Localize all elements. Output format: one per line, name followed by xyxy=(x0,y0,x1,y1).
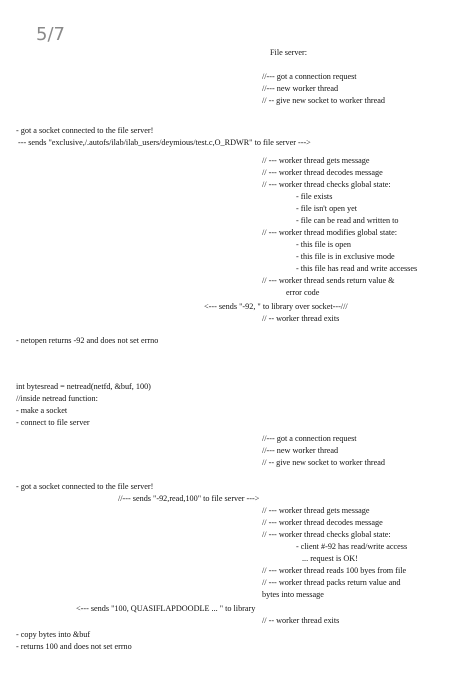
file-server-heading: File server: xyxy=(270,48,308,57)
text-line: // --- worker thread checks global state: xyxy=(262,530,391,539)
text-line: - netopen returns -92 and does not set errno xyxy=(16,336,159,345)
text-line: <--- sends "-92, " to library over socket---/// xyxy=(204,302,348,311)
text-line: - got a socket connected to the file server! xyxy=(16,482,154,491)
text-line: // --- worker thread gets message xyxy=(262,156,370,165)
text-line: // -- give new socket to worker thread xyxy=(262,458,385,467)
text-line: - make a socket xyxy=(16,406,68,415)
text-line: int bytesread = netread(netfd, &buf, 100) xyxy=(16,382,151,391)
text-line: - file exists xyxy=(296,192,333,201)
text-line: // -- worker thread exits xyxy=(262,616,340,625)
text-line: - file can be read and written to xyxy=(296,216,399,225)
text-line: bytes into message xyxy=(262,590,324,599)
page-number: 5/7 xyxy=(36,24,65,45)
text-line: // --- worker thread checks global state: xyxy=(262,180,391,189)
text-line: // -- give new socket to worker thread xyxy=(262,96,385,105)
text-line: // --- worker thread packs return value and xyxy=(262,578,401,587)
text-line: //--- new worker thread xyxy=(262,446,339,455)
text-line: - this file is in exclusive mode xyxy=(296,252,395,261)
text-line: ... request is OK! xyxy=(302,554,358,563)
text-line: // -- worker thread exits xyxy=(262,314,340,323)
text-line: // --- worker thread reads 100 byes from file xyxy=(262,566,407,575)
text-line: - connect to file server xyxy=(16,418,90,427)
text-line: - got a socket connected to the file server! xyxy=(16,126,154,135)
text-line: - file isn't open yet xyxy=(296,204,358,213)
text-line: //inside netread function: xyxy=(16,394,98,403)
text-line: //--- sends "-92,read,100" to file server ---> xyxy=(118,494,260,503)
text-line: //--- got a connection request xyxy=(262,434,357,443)
text-line: - returns 100 and does not set errno xyxy=(16,642,132,651)
text-line: - this file has read and write accesses xyxy=(296,264,418,273)
text-line: // --- worker thread modifies global state: xyxy=(262,228,398,237)
text-line: // --- worker thread gets message xyxy=(262,506,370,515)
text-line: error code xyxy=(286,288,320,297)
text-line: //--- new worker thread xyxy=(262,84,339,93)
text-line: <--- sends "100, QUASIFLAPDOODLE ... " to library xyxy=(76,604,256,613)
text-line: - client #-92 has read/write access xyxy=(296,542,408,551)
text-line: - copy bytes into &buf xyxy=(16,630,91,639)
text-line: // --- worker thread decodes message xyxy=(262,168,383,177)
text-line: // --- worker thread sends return value & xyxy=(262,276,395,285)
text-line: --- sends "exclusive,/.autofs/ilab/ilab_users/deymious/test.c,O_RDWR" to file server ---> xyxy=(18,138,311,147)
text-line: - this file is open xyxy=(296,240,352,249)
text-line: //--- got a connection request xyxy=(262,72,357,81)
text-line: // --- worker thread decodes message xyxy=(262,518,383,527)
